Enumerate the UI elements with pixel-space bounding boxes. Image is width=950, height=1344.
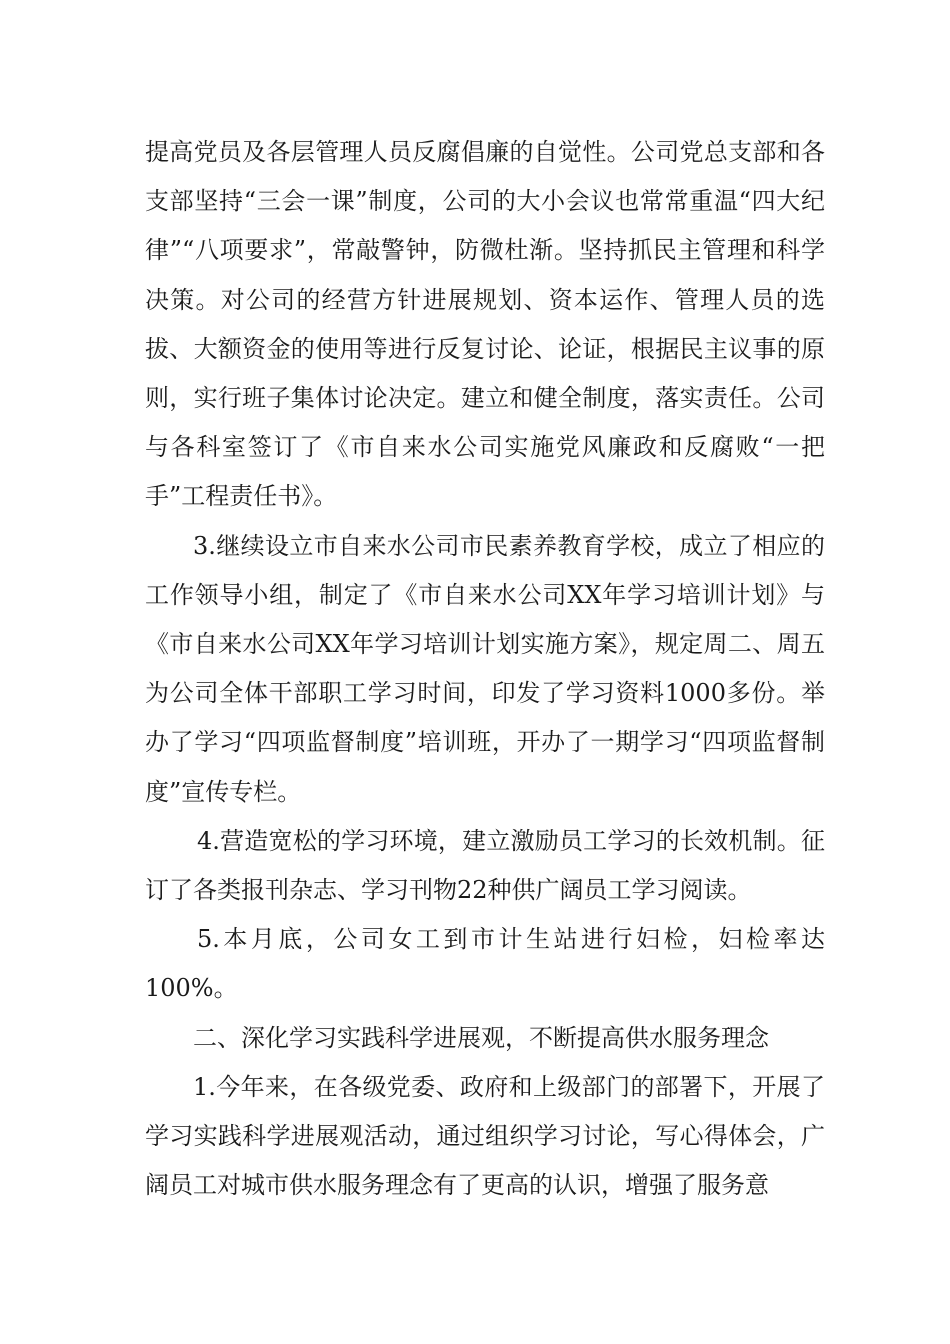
paragraph-item-4-learning-environment: 4.营造宽松的学习环境，建立激励员工学习的长效机制。征订了各类报刊杂志、学习刊物22种供广阔员工学习阅读。 [145,826,825,905]
paragraph-item-3-education-school: 3.继续设立市自来水公司市民素养教育学校，成立了相应的工作领导小组，制定了《市自来水公司XX年学习培训计划》与《市自来水公司XX年学习培训计划实施方案》，规定周二、周五为公司全体干部职工学习时间，印发了学习资料1000多份。举办了学习“四项监督制度”培训班，开办了一期学习“四项监督制度”宣传专栏。 [145,531,825,806]
document-body [145,128,825,1210]
section-heading-two: 二、深化学习实践科学进展观，不断提高供水服务理念 [193,1023,769,1052]
paragraph-party-discipline: 提高党员及各层管理人员反腐倡廉的自觉性。公司党总支部和各支部坚持“三会一课”制度，公司的大小会议也常常重温“四大纪律”“八项要求”，常敲警钟，防微杜渐。坚持抓民主管理和科学决策。对公司的经营方针进展规划、资本运作、管理人员的选拔、大额资金的使用等进行反复讨论、论证，根据民主议事的原则，实行班子集体讨论决定。建立和健全制度，落实责任。公司与各科室签订了《市自来水公司实施党风廉政和反腐败“一把手”工程责任书》。 [145,138,825,511]
paragraph-item-1-scientific-development: 1.今年来，在各级党委、政府和上级部门的部署下，开展了学习实践科学进展观活动，通过组织学习讨论，写心得体会，广阔员工对城市供水服务理念有了更高的认识，增强了服务意 [145,1072,825,1200]
paragraph-item-5-health-check: 5.本月底，公司女工到市计生站进行妇检，妇检率达100%。 [145,925,825,1003]
